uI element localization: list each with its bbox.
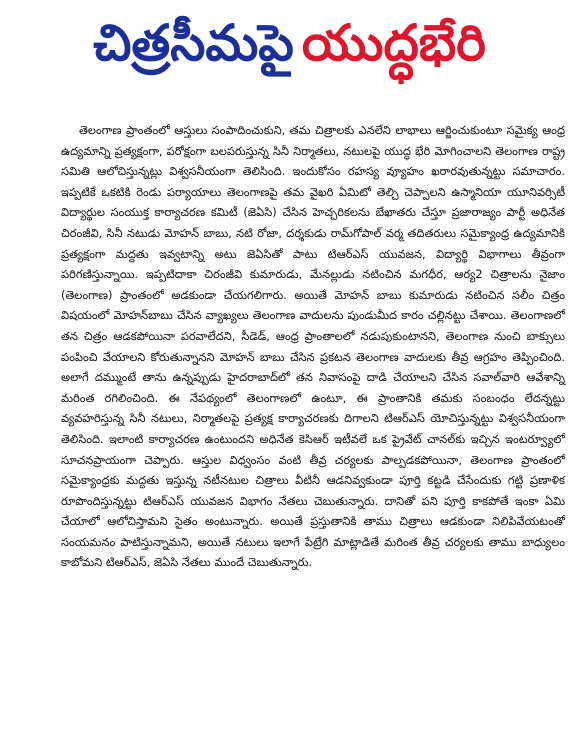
headline: [0, 4, 579, 82]
headline-part-2: యుద్ధభేరి: [301, 14, 486, 72]
article-body: తెలంగాణ ప్రాంతంలో ఆస్తులు సంపాదించుకుని, తమ చిత్రాలకు ఎనలేని లాభాలు ఆర్జించుకుంటూ సమైక్య ఆంధ్ర ఉద్యమాన్ని ప్రత్యక్షంగా, పరోక్షంగా బలపరుస్తున్న సినీ నిర్మాతలు, నటులపై యుద్ధ భేరి మోగించాలని తెలంగాణ రాష్ట్ర సమితి ఆలోచిస్తున్నట్లు విశ్వసనీయంగా తెలిసింది. ఇందుకోసం రహస్య వ్యూహం ఖరారవుతున్నట్టు సమాచారం. ఇప్పటికే ఒకటికి రెండు పర్యాయాలు తెలంగాణపై తమ వైఖరి ఏమిటో తెల్చి చెప్పాలని ఉస్మానియా యూనివర్సిటీ విద్యార్థుల సంయుక్త కార్యాచరణ కమిటీ (జెఏసి) చేసిన హెచ్చరికలను బేఖాతరు చేస్తూ ప్రజారాజ్యం పార్టీ అధినేత చిరంజీవి, సినీ నటుడు మోహన్ బాబు, నటి రోజా, దర్శకుడు రామ్‌గోపాల్ వర్మ తదితరులు సమైక్యాంధ్ర ఉద్యమానికి ప్రత్యక్షంగా మద్దతు ఇవ్వటాన్ని అటు జెఏసితో పాటు టిఆర్ఎస్ యువజన, విద్యార్థి విభాగాలు తీవ్రంగా పరిగణిస్తున్నాయి. ఇప్పటిదాకా చిరంజీవి కుమారుడు, మేనల్లుడు నటించిన మగధీర, ఆర్య2 చిత్రాలను నైజాం (తెలంగాణ) ప్రాంతంలో అడకుండా చేయగలిగారు. అయితే మోహన్ బాబు కుమారుడు నటించిన సలీం చిత్రం విషయంలో మోహన్‌బాబు చేసిన వ్యాఖ్యలు తెలంగాణ వాదులను పుండుమీద కారం చల్లినట్టు చేశాయి. తెలంగాణలో తన చిత్రం ఆడకపోయినా పరవాలేదని, సీడెడ్, ఆంధ్ర ప్రాంతాలలో నడుపుకుంటానని, తెలంగాణ నుంచి బాక్సులు పంపించి వేయాలని కోరుతున్నానని మోహన్ బాబు చేసిన ప్రకటన తెలంగాణ వాదులకు తీవ్ర ఆగ్రహం తెప్పించింది. అలాగే దమ్ముంటే తాను ఉన్నప్పుడు హైదరాబాద్‌లో తన నివాసంపై దాడి చేయాలని చేసిన సవాల్‌వారి ఆవేశాన్ని మరింత రగిలించింది. ఈ నేపథ్యంలో తెలంగాణలో ఉంటూ, ఈ ప్రాంతానికి తమకు సంబంధం లేదన్నట్టు వ్యవహరిస్తున్న సినీ నటులు, నిర్మాతలపై ప్రత్యక్ష కార్యాచరణకు దిగాలని టిఆర్ఎస్ యోచిస్తున్నట్టు విశ్వసనీయంగా తెలిసింది. ఇలాంటి కార్యాచరణ ఉంటుందని అధినేత కెసిఆర్ ఇటీవలే ఒక ప్రైవేట్ చానల్‌కు ఇచ్చిన ఇంటర్వ్యూలో సూచనప్రాయంగా చెప్పారు. ఆస్తుల విధ్వంసం వంటి తీవ్ర చర్యలకు పాల్పడకపోయినా, తెలంగాణ ప్రాంతంలో సమైక్యాంధ్రకు మద్దతు ఇస్తున్న నటీనటుల చిత్రాలు వీటినీ ఆడనివ్వకుండా పూర్తి కట్టడి చేసేందుకు గట్టి ప్రణాళిక రూపొందిస్తున్నట్టు టిఆర్ఎస్ యువజన విభాగం నేతలు చెబుతున్నారు. దానితో పని పూర్తి కాకపోతే ఇంకా ఏమి చేయాలో ఆలోచిస్తామని సైతం అంటున్నారు. అయితే ప్రస్తుతానికి తాము చిత్రాలు ఆడకుండా నిలిపివేయటంతో సంయమనం పాటిస్తున్నామని, అయితే నటులు ఇలాగే పేట్రేగి మాట్లాడితే మరింత తీవ్ర చర్యలకు తాము బాధ్యులం కాబోమని టిఆర్ఎస్, జెఏసి నేతలు ముందే చెబుతున్నారు.: [61, 123, 565, 570]
headline-part-1: చిత్రసీమపై: [93, 14, 294, 72]
